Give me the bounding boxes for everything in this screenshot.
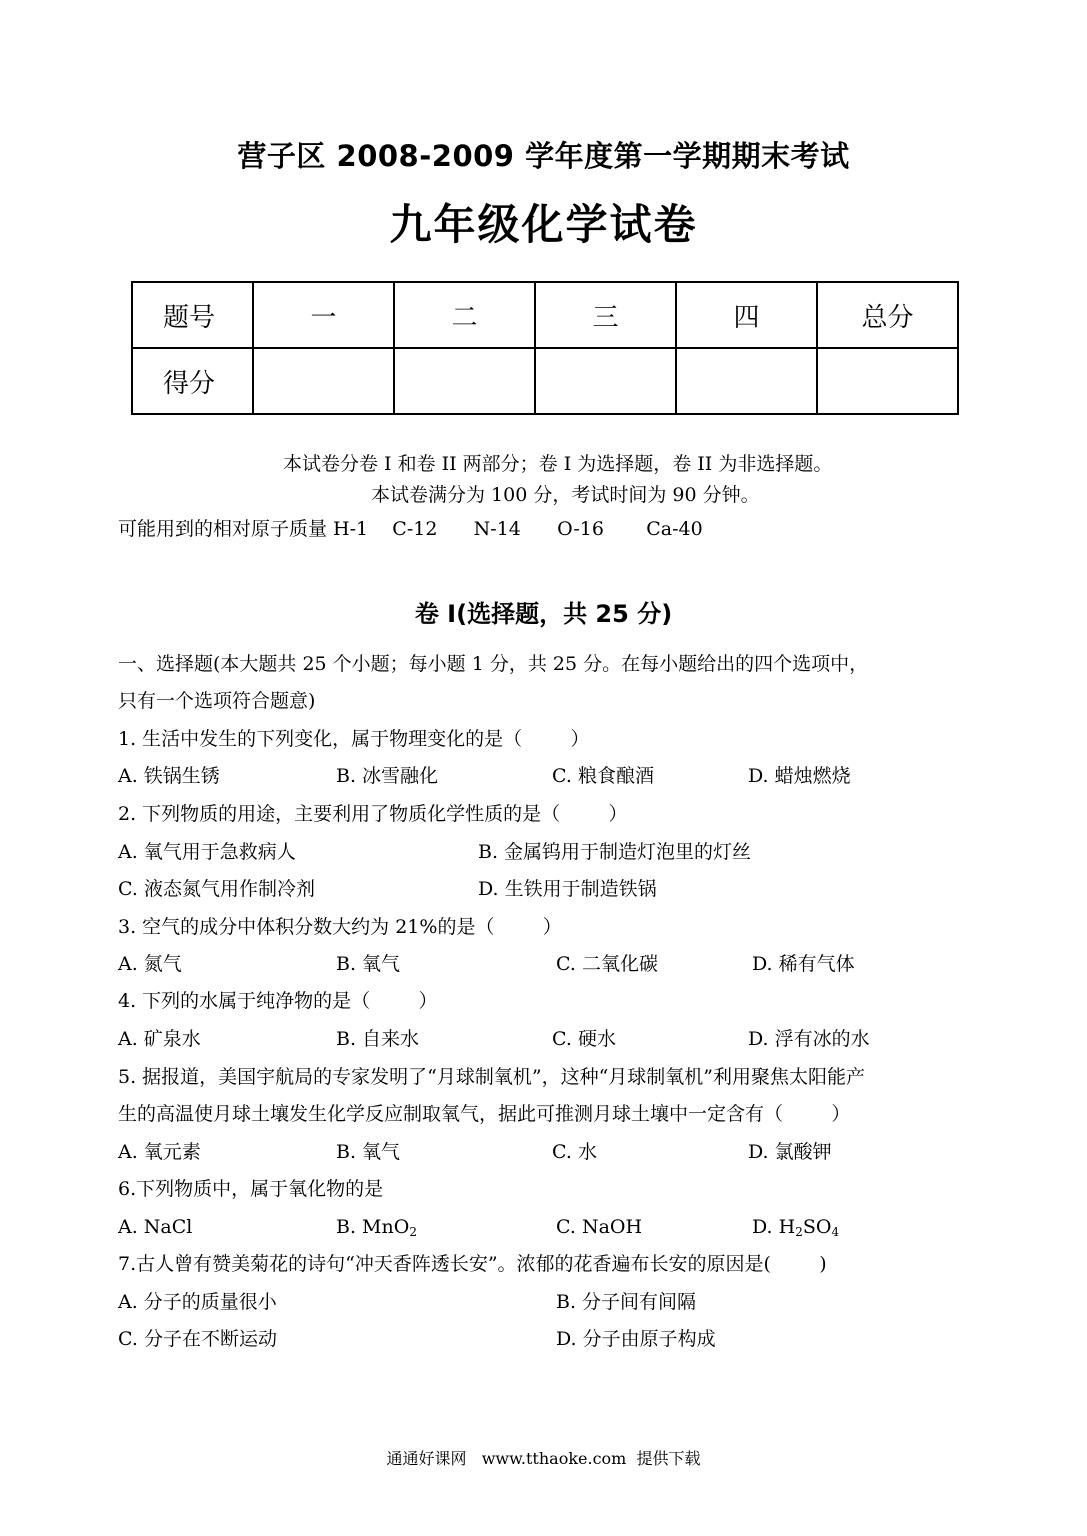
- formula-text: SO: [802, 1216, 832, 1238]
- score-table-cell: 得分: [132, 348, 253, 414]
- question-1-option-b: B. 冰雪融化: [336, 765, 439, 787]
- score-table-cell: 一: [253, 282, 394, 348]
- question-5-option-c: C. 水: [552, 1141, 597, 1163]
- score-input-cell: [817, 348, 958, 414]
- question-2-option-c: C. 液态氮气用作制冷剂: [118, 878, 315, 900]
- question-2-stem: 2. 下列物质的用途，主要利用了物质化学性质的是（ ）: [118, 803, 628, 825]
- question-5-stem-line-1: 5. 据报道，美国宇航局的专家发明了“月球制氧机”，这种“月球制氧机”利用聚焦太阳能产: [118, 1066, 866, 1088]
- question-3-option-d: D. 稀有气体: [752, 953, 855, 975]
- question-6-option-a: A. NaCl: [118, 1216, 193, 1238]
- score-table-cell: 三: [535, 282, 676, 348]
- score-table-score-row: [132, 348, 958, 414]
- question-7-option-d: D. 分子由原子构成: [556, 1328, 716, 1350]
- question-6-stem: 6.下列物质中，属于氧化物的是: [118, 1178, 384, 1200]
- question-7-stem: 7.古人曾有赞美菊花的诗句“冲天香阵透长安”。浓郁的花香遍布长安的原因是( ): [118, 1253, 827, 1275]
- instructions-line-2: 只有一个选项符合题意): [118, 690, 316, 712]
- score-table-cell: 题号: [132, 282, 253, 348]
- question-6-option-d: [752, 1215, 839, 1239]
- question-6-option-b: [336, 1215, 417, 1239]
- question-5-option-b: B. 氧气: [336, 1141, 401, 1163]
- formula-subscript: 4: [831, 1225, 840, 1239]
- question-7-option-c: C. 分子在不断运动: [118, 1328, 277, 1350]
- score-input-cell: [394, 348, 535, 414]
- question-4-option-b: B. 自来水: [336, 1028, 420, 1050]
- score-input-cell: [676, 348, 817, 414]
- question-4-stem: 4. 下列的水属于纯净物的是（ ）: [118, 990, 438, 1012]
- question-1-stem: 1. 生活中发生的下列变化，属于物理变化的是（ ）: [118, 728, 590, 750]
- question-4-option-d: D. 浮有冰的水: [748, 1028, 870, 1050]
- score-table: [131, 281, 959, 415]
- question-4-option-c: C. 硬水: [552, 1028, 616, 1050]
- score-table-cell: 二: [394, 282, 535, 348]
- formula-text: B. MnO: [336, 1216, 410, 1238]
- score-input-cell: [535, 348, 676, 414]
- question-1-option-a: A. 铁锅生锈: [118, 765, 220, 787]
- question-1-option-d: D. 蜡烛燃烧: [748, 765, 851, 787]
- question-4-option-a: A. 矿泉水: [118, 1028, 201, 1050]
- formula-subscript: 2: [409, 1225, 417, 1239]
- exam-title: 营子区 2008-2009 学年度第一学期期末考试: [237, 139, 850, 173]
- question-3-option-c: C. 二氧化碳: [556, 953, 658, 975]
- score-input-cell: [253, 348, 394, 414]
- formula-subscript: 2: [795, 1225, 803, 1239]
- score-table-cell: 总分: [817, 282, 958, 348]
- info-line-score-time: 本试卷满分为 100 分，考试时间为 90 分钟。: [371, 484, 760, 506]
- info-line-atomic-mass: 可能用到的相对原子质量 H-1 C-12 N-14 O-16 Ca-40: [118, 518, 703, 540]
- question-5-option-a: A. 氧元素: [118, 1141, 201, 1163]
- question-3-option-b: B. 氧气: [336, 953, 401, 975]
- score-table-header-row: [132, 282, 958, 348]
- info-line-structure: 本试卷分卷 I 和卷 II 两部分；卷 I 为选择题，卷 II 为非选择题。: [283, 453, 833, 475]
- question-3-stem: 3. 空气的成分中体积分数大约为 21%的是（ ）: [118, 916, 562, 938]
- question-2-option-b: B. 金属钨用于制造灯泡里的灯丝: [478, 841, 752, 863]
- question-7-option-a: A. 分子的质量很小: [118, 1291, 277, 1313]
- question-6-option-c: C. NaOH: [556, 1216, 643, 1238]
- question-2-option-d: D. 生铁用于制造铁锅: [478, 878, 657, 900]
- question-5-option-d: D. 氯酸钾: [748, 1141, 832, 1163]
- paper-title: 九年级化学试卷: [389, 200, 698, 249]
- question-5-stem-line-2: 生的高温使月球土壤发生化学反应制取氧气，据此可推测月球土壤中一定含有（ ）: [118, 1103, 851, 1125]
- question-2-option-a: A. 氧气用于急救病人: [118, 841, 296, 863]
- question-7-option-b: B. 分子间有间隔: [556, 1291, 697, 1313]
- section-title: 卷 I(选择题，共 25 分): [414, 600, 673, 628]
- page-footer: 通通好课网 www.tthaoke.com 提供下载: [386, 1449, 701, 1468]
- question-3-option-a: A. 氮气: [118, 953, 182, 975]
- instructions-line-1: 一、选择题(本大题共 25 个小题；每小题 1 分，共 25 分。在每小题给出的四个选项中，: [118, 653, 869, 675]
- score-table-cell: 四: [676, 282, 817, 348]
- question-1-option-c: C. 粮食酿酒: [552, 765, 654, 787]
- formula-text: D. H: [752, 1216, 796, 1238]
